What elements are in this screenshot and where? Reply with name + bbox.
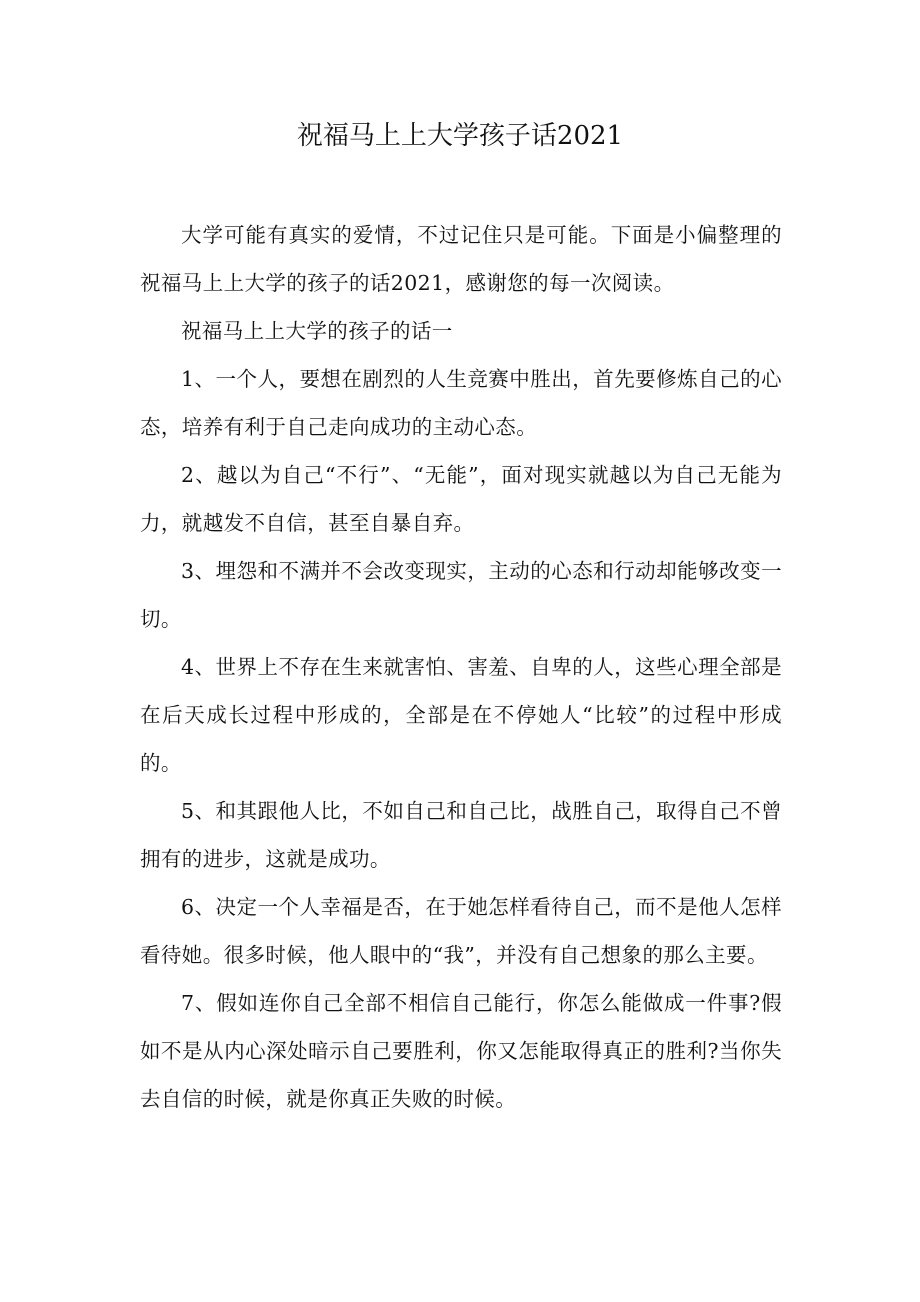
- list-item: 5、和其跟他人比，不如自己和自己比，战胜自己，取得自己不曾拥有的进步，这就是成功。: [140, 799, 782, 871]
- list-item: 2、越以为自己“不行”、“无能”，面对现实就越以为自己无能为力，就越发不自信，甚至自暴自弃。: [140, 463, 782, 535]
- intro-paragraph: 大学可能有真实的爱情，不过记住只是可能。下面是小偏整理的祝福马上上大学的孩子的话2021，感谢您的每一次阅读。: [140, 223, 782, 295]
- list-item: 7、假如连你自己全部不相信自己能行，你怎么能做成一件事?假如不是从内心深处暗示自己要胜利，你又怎能取得真正的胜利?当你失去自信的时候，就是你真正失败的时候。: [140, 991, 782, 1111]
- list-item: 4、世界上不存在生来就害怕、害羞、自卑的人，这些心理全部是在后天成长过程中形成的，全部是在不停她人“比较”的过程中形成的。: [140, 655, 782, 775]
- document-body: [140, 211, 782, 1123]
- list-item: 3、埋怨和不满并不会改变现实，主动的心态和行动却能够改变一切。: [140, 559, 782, 631]
- section-heading: 祝福马上上大学的孩子的话一: [181, 319, 453, 343]
- page-title: 祝福马上上大学孩子话2021: [296, 121, 624, 151]
- list-item: 6、决定一个人幸福是否，在于她怎样看待自己，而不是他人怎样看待她。很多时候，他人眼中的“我”，并没有自己想象的那么主要。: [140, 895, 782, 967]
- list-item: 1、一个人，要想在剧烈的人生竞赛中胜出，首先要修炼自己的心态，培养有利于自己走向成功的主动心态。: [140, 367, 782, 439]
